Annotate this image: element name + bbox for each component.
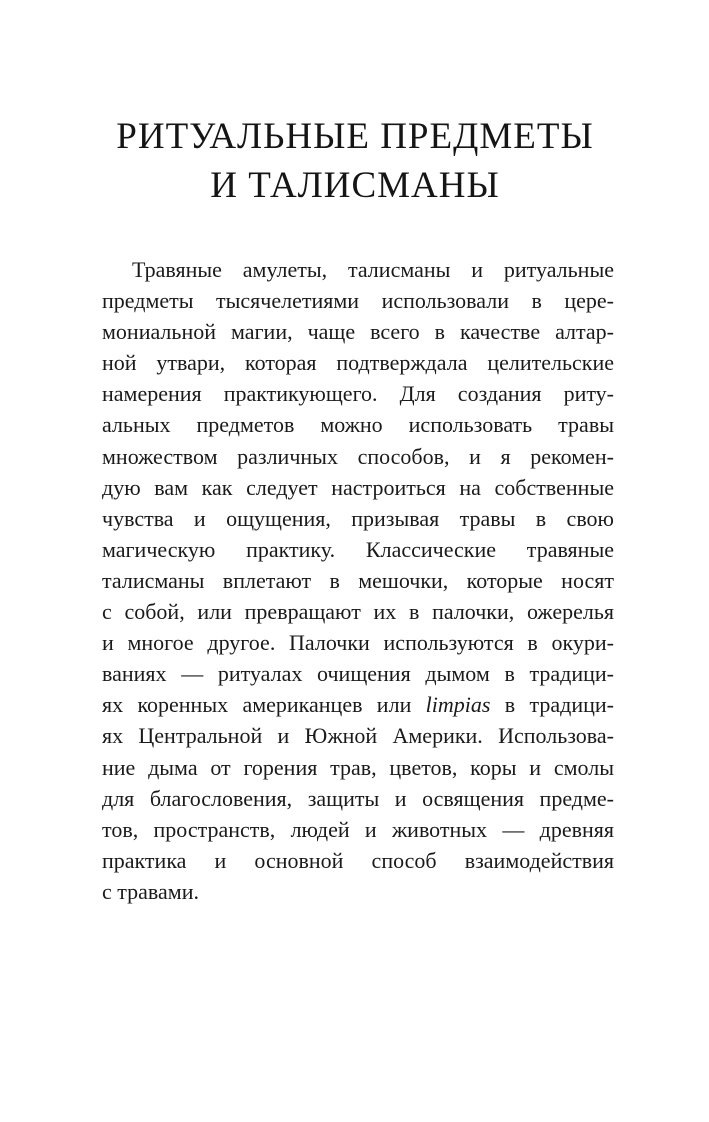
- paragraph-line: мониальной магии, чаще всего в качестве алтар-: [102, 319, 614, 345]
- paragraph-line: дую вам как следует настроиться на собственные: [102, 474, 614, 500]
- paragraph-line: и многое другое. Палочки используются в окури-: [102, 630, 614, 656]
- paragraph-line: практика и основной способ взаимодействия: [102, 847, 614, 873]
- paragraph-line: ние дыма от горения трав, цветов, коры и смолы: [102, 754, 614, 780]
- paragraph-line: ваниях — ритуалах очищения дымом в традици-: [102, 661, 614, 687]
- paragraph-line: для благословения, защиты и освящения предме-: [102, 785, 614, 811]
- paragraph-line: предметы тысячелетиями использовали в цере-: [102, 288, 614, 314]
- paragraph-line: тов, пространств, людей и животных — древняя: [102, 816, 614, 842]
- paragraph-text-segment: в традици-: [504, 692, 614, 718]
- paragraph-line: альных предметов можно использовать травы: [102, 412, 614, 438]
- paragraph-line: ной утвари, которая подтверждала целительские: [102, 350, 614, 376]
- paragraph-line: ях Центральной и Южной Америки. Использова-: [102, 723, 614, 749]
- heading-line-1: РИТУАЛЬНЫЕ ПРЕДМЕТЫ: [116, 116, 594, 157]
- paragraph-line: с травами.: [102, 878, 199, 904]
- paragraph-text-segment: ях коренных американцев или: [102, 692, 412, 718]
- chapter-heading: [90, 112, 620, 210]
- heading-line-2: И ТАЛИСМАНЫ: [210, 165, 500, 206]
- paragraph-line: множеством различных способов, и я рекомен-: [102, 443, 614, 469]
- italic-term: limpias: [425, 692, 491, 718]
- paragraph-line-mixed: [102, 689, 614, 720]
- body-paragraph: [102, 254, 614, 907]
- paragraph-line: Травяные амулеты, талисманы и ритуальные: [132, 257, 614, 282]
- paragraph-line: намерения практикующего. Для создания риту-: [102, 381, 614, 407]
- paragraph-line: с собой, или превращают их в палочки, ожерелья: [102, 599, 614, 625]
- paragraph-line: чувства и ощущения, призывая травы в свою: [102, 505, 614, 531]
- paragraph-line: магическую практику. Классические травяные: [102, 536, 614, 562]
- paragraph-line: талисманы вплетают в мешочки, которые носят: [102, 567, 614, 593]
